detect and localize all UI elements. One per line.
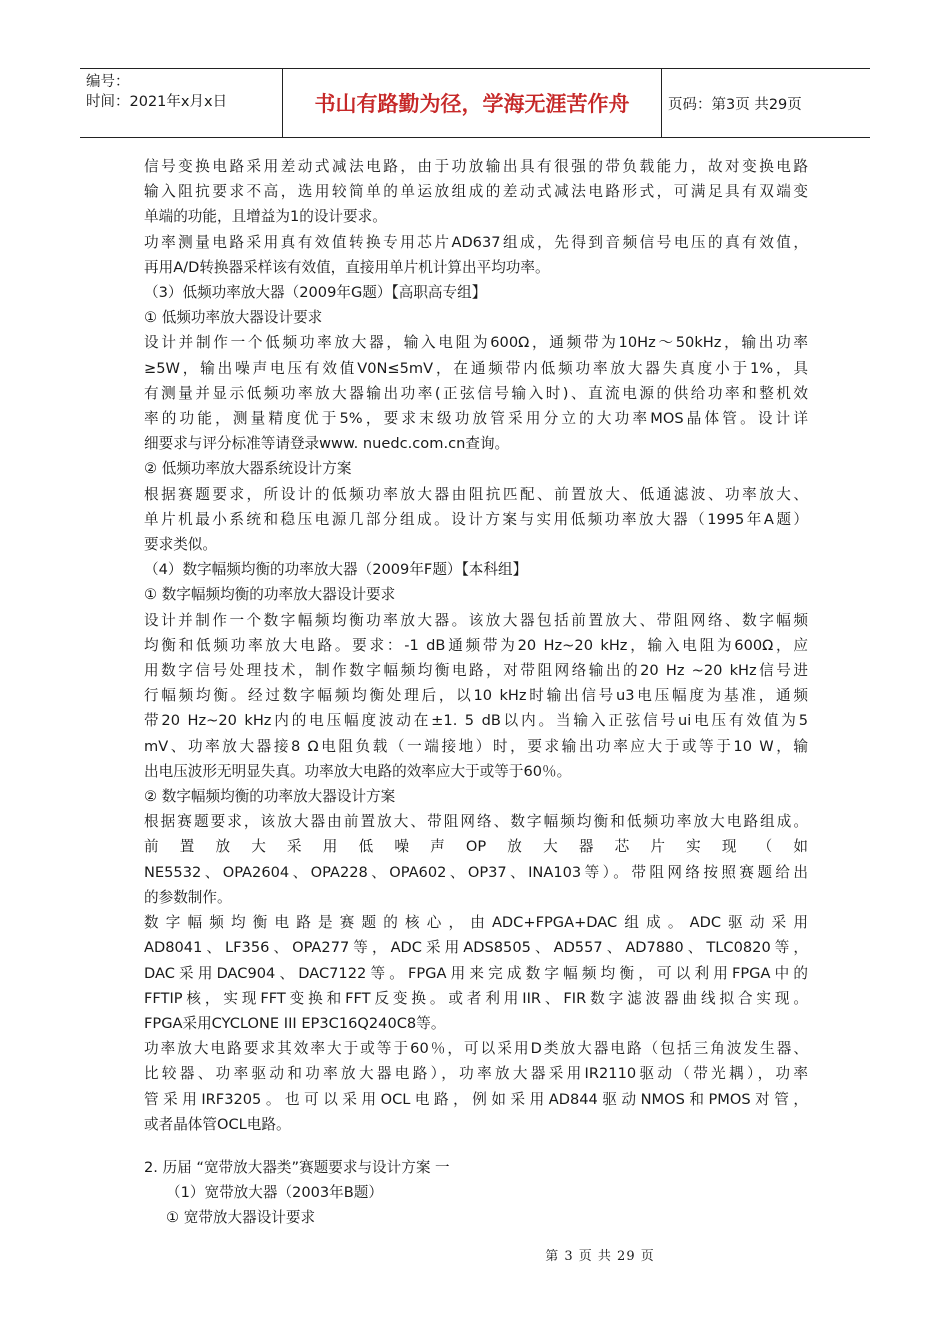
page-footer — [0, 1245, 950, 1264]
text-line: 比较器、功率驱动和功率放大器电路），功率放大器采用IR2110驱动（带光耦），功率 — [144, 1065, 808, 1083]
page-label: 页码：第3页 共29页 — [668, 96, 802, 113]
text-line: 根据赛题要求，该放大器由前置放大、带阻网络、数字幅频均衡和低频功率放大电路组成。 — [144, 813, 808, 831]
footer-page-number: 第 3 页 共 29 页 — [545, 1249, 655, 1264]
text-line: 信号变换电路采用差动式减法电路，由于功放输出具有很强的带负载能力，故对变换电路 — [144, 158, 808, 175]
section-2 — [144, 1155, 450, 1231]
text-line: 的参数制作。 — [144, 888, 232, 906]
section-2-title: 2. 历届 “宽带放大器类”赛题要求与设计方案 一 — [144, 1159, 450, 1176]
text-line: 设计并制作一个低频功率放大器，输入电阻为600Ω，通频带为10Hz～50kHz，输出功率 — [144, 334, 808, 352]
text-line: 根据赛题要求，所设计的低频功率放大器由阻抗匹配、前置放大、低通滤波、功率放大、 — [144, 485, 808, 503]
text-line: ≥5W，输出噪声电压有效值V0N≤5mV，在通频带内低频功率放大器失真度小于1%，具 — [144, 359, 808, 377]
section-heading: （3）低频功率放大器（2009年G题）【高职高专组】 — [144, 284, 487, 302]
text-line: NE5532、OPA2604、OPA228、OPA602、OP37、INA103等）。带阻网络按照赛题给出 — [144, 863, 808, 881]
text-line: FFTIP核，实现FFT变换和FFT反变换。或者利用IIR、FIR数字滤波器曲线拟合实现。 — [144, 989, 808, 1007]
text-line: FPGA采用CYCLONE III EP3C16Q240C8等。 — [144, 1014, 446, 1032]
text-line: 单端的功能，且增益为1的设计要求。 — [144, 208, 387, 226]
section-2-sub1: （1）宽带放大器（2003年B题） — [166, 1184, 383, 1202]
motto-text: 书山有路勤为径，学海无涯苦作舟 — [314, 92, 630, 116]
header-meta — [80, 69, 283, 137]
text-line: 或者晶体管OCL电路。 — [144, 1115, 291, 1133]
subsection-heading: ① 数字幅频均衡的功率放大器设计要求 — [144, 586, 396, 604]
text-line: 设计并制作一个数字幅频均衡功率放大器。该放大器包括前置放大、带阻网络、数字幅频 — [144, 611, 808, 629]
text-line: 率的功能，测量精度优于5%，要求末级功放管采用分立的大功率MOS晶体管。设计详 — [144, 410, 808, 428]
text-line: 再用A/D转换器采样该有效值，直接用单片机计算出平均功率。 — [144, 258, 550, 276]
text-line: 前置放大采用低噪声OP放大器芯片实现（如 — [144, 838, 808, 856]
text-line: 单片机最小系统和稳压电源几部分组成。设计方案与实用低频功率放大器（1995年A题） — [144, 510, 808, 528]
number-label: 编号： — [86, 74, 130, 90]
text-line: 行幅频均衡。经过数字幅频均衡处理后，以10 kHz时输出信号u3电压幅度为基准，通频 — [144, 687, 808, 705]
text-line: 出电压波形无明显失真。功率放大电路的效率应大于或等于60％。 — [144, 762, 572, 780]
text-line: 功率测量电路采用真有效值转换专用芯片AD637组成，先得到音频信号电压的真有效值， — [144, 233, 808, 251]
text-line: 功率放大电路要求其效率大于或等于60％，可以采用D类放大器电路（包括三角波发生器、 — [144, 1040, 808, 1058]
section-heading: （4）数字幅频均衡的功率放大器（2009年F题）【本科组】 — [144, 561, 528, 579]
body-text — [144, 154, 808, 1137]
text-line: 要求类似。 — [144, 536, 217, 554]
header-page-cell — [664, 69, 870, 137]
text-line: 有测量并显示低频功率放大器输出功率(正弦信号输入时)、直流电源的供给功率和整机效 — [144, 384, 808, 402]
subsection-heading: ② 数字幅频均衡的功率放大器设计方案 — [144, 788, 396, 806]
time-label: 时间：2021年x月x日 — [86, 94, 228, 110]
text-line: 管采用IRF3205。也可以采用OCL电路，例如采用AD844驱动NMOS和PMOS对管， — [144, 1090, 808, 1108]
text-line: mV、功率放大器接8 Ω电阻负载（一端接地）时，要求输出功率应大于或等于10 W，输 — [144, 737, 808, 755]
page-header — [80, 68, 870, 138]
text-line: DAC采用DAC904、DAC7122等。FPGA用来完成数字幅频均衡，可以利用FPGA中的 — [144, 964, 808, 982]
text-line: 输入阻抗要求不高，选用较简单的单运放组成的差动式减法电路形式，可满足具有双端变 — [144, 183, 808, 201]
section-2-sub2: ① 宽带放大器设计要求 — [166, 1209, 316, 1227]
text-line: 细要求与评分标准等请登录www. nuedc.com.cn查询。 — [144, 435, 510, 453]
text-line: 用数字信号处理技术，制作数字幅频均衡电路，对带阻网络输出的20 Hz ~20 kHz信号进 — [144, 662, 808, 680]
header-motto-cell — [283, 69, 662, 137]
text-line: AD8041、LF356、OPA277等，ADC采用ADS8505、AD557、AD7880、TLC0820等， — [144, 939, 808, 957]
text-line: 数字幅频均衡电路是赛题的核心，由ADC+FPGA+DAC组成。ADC驱动采用 — [144, 914, 808, 932]
text-line: 均衡和低频功率放大电路。要求：-1 dB通频带为20 Hz~20 kHz，输入电阻为600Ω，应 — [144, 636, 808, 654]
subsection-heading: ② 低频功率放大器系统设计方案 — [144, 460, 352, 478]
text-line: 带20 Hz~20 kHz内的电压幅度波动在±1. 5 dB以内。当输入正弦信号ui电压有效值为5 — [144, 712, 808, 730]
subsection-heading: ① 低频功率放大器设计要求 — [144, 309, 323, 327]
